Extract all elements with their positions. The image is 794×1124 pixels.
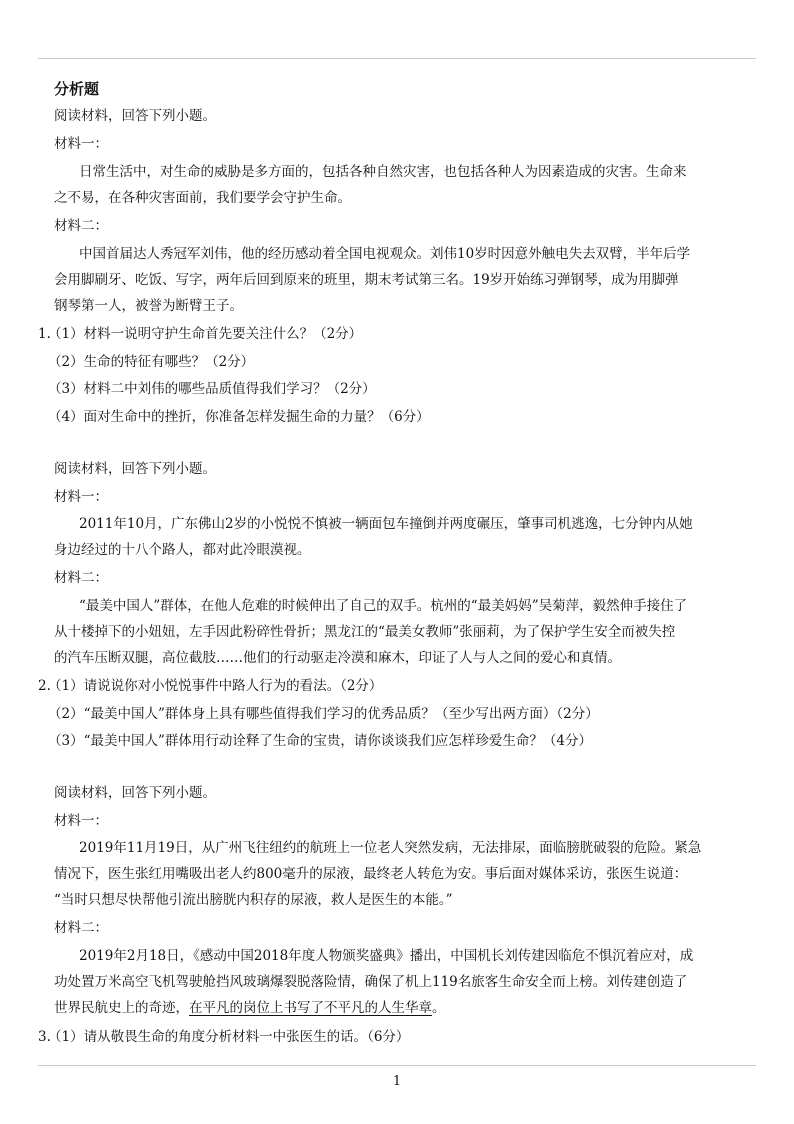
question-item: （2）“最美中国人”群体身上具有哪些值得我们学习的优秀品质？（至少写出两方面）（2分）	[48, 706, 599, 722]
material-line: 从十楼掉下的小妞妞，左手因此粉碎性骨折；黑龙江的“最美女教师”张丽莉，为了保护学生安全而被失控	[54, 624, 676, 640]
material-last-line	[54, 998, 446, 1018]
material-line: 日常生活中，对生命的威胁是多方面的，包括各种自然灾害，也包括各种人为因素造成的灾害。生命来	[79, 164, 687, 180]
material-line: “最美中国人”群体，在他人危难的时候伸出了自己的双手。杭州的“最美妈妈”吴菊萍，毅然伸手接住了	[79, 598, 688, 614]
question-item: （1）请从敬畏生命的角度分析材料一中张医生的话。（6分）	[48, 1029, 410, 1045]
material-line: 2011年10月，广东佛山2岁的小悦悦不慎被一辆面包车撞倒并两度碾压，肇事司机逃逸，七分钟内从她	[79, 516, 693, 532]
material-line: “当时只想尽快帮他引流出膀胱内积存的尿液，救人是医生的本能。”	[54, 892, 453, 908]
material-line: 情况下，医生张红用嘴吸出老人约800毫升的尿液，最终老人转危为安。事后面对媒体采访，张医生说道：	[54, 866, 688, 882]
intro-1: 阅读材料，回答下列小题。	[54, 108, 216, 124]
material-line: 会用脚刷牙、吃饭、写字，两年后回到原来的班里，期末考试第三名。19岁开始练习弹钢琴，成为用脚弹	[54, 272, 679, 288]
question-number-3: 3.	[38, 1029, 51, 1045]
material-line-prefix: 世界民航史上的奇迹，	[54, 1000, 189, 1016]
section-title: 分析题	[54, 80, 100, 98]
material-label-1-1: 材料一：	[54, 136, 108, 152]
underlined-phrase: 在平凡的岗位上书写了不平凡的人生华章	[189, 1000, 432, 1016]
question-item: （3）材料二中刘伟的哪些品质值得我们学习？（2分）	[48, 381, 376, 397]
question-item: （1）材料一说明守护生命首先要关注什么？（2分）	[48, 326, 363, 342]
material-line-suffix: 。	[432, 1000, 446, 1016]
material-line: 钢琴第一人，被誉为断臂王子。	[54, 298, 243, 314]
question-item: （1）请说说你对小悦悦事件中路人行为的看法。（2分）	[48, 678, 383, 694]
question-item: （4）面对生命中的挫折，你准备怎样发掘生命的力量？（6分）	[48, 409, 430, 425]
material-label-2-1: 材料一：	[54, 489, 108, 505]
material-line: 身边经过的十八个路人，都对此冷眼漠视。	[54, 542, 311, 558]
material-line: 中国首届达人秀冠军刘伟，他的经历感动着全国电视观众。刘伟10岁时因意外触电失去双臂，半年后学	[79, 246, 691, 262]
material-label-2-2: 材料二：	[54, 570, 108, 586]
material-label-3-2: 材料二：	[54, 920, 108, 936]
question-item: （3）“最美中国人”群体用行动诠释了生命的宝贵，请你谈谈我们应怎样珍爱生命？（4分）	[48, 733, 592, 749]
page-number: 1	[392, 1074, 402, 1089]
top-rule	[38, 58, 756, 59]
material-label-3-1: 材料一：	[54, 813, 108, 829]
question-item: （2）生命的特征有哪些？（2分）	[48, 354, 255, 370]
question-number-2: 2.	[38, 678, 51, 694]
question-number-1: 1.	[38, 326, 51, 342]
intro-2: 阅读材料，回答下列小题。	[54, 461, 216, 477]
intro-3: 阅读材料，回答下列小题。	[54, 785, 216, 801]
material-line: 之不易，在各种灾害面前，我们要学会守护生命。	[54, 190, 351, 206]
material-line: 功处置万米高空飞机驾驶舱挡风玻璃爆裂脱落险情，确保了机上119名旅客生命安全而上榜。刘传建创造了	[54, 974, 688, 990]
material-line: 2019年11月19日，从广州飞往纽约的航班上一位老人突然发病，无法排尿，面临膀胱破裂的危险。紧急	[79, 840, 702, 856]
material-line: 2019年2月18日，《感动中国2018年度人物颁奖盛典》播出，中国机长刘传建因临危不惧沉着应对，成	[79, 948, 694, 964]
material-line: 的汽车压断双腿，高位截肢……他们的行动驱走冷漠和麻木，印证了人与人之间的爱心和真情。	[54, 650, 621, 666]
bottom-rule	[38, 1065, 756, 1066]
material-label-1-2: 材料二：	[54, 218, 108, 234]
